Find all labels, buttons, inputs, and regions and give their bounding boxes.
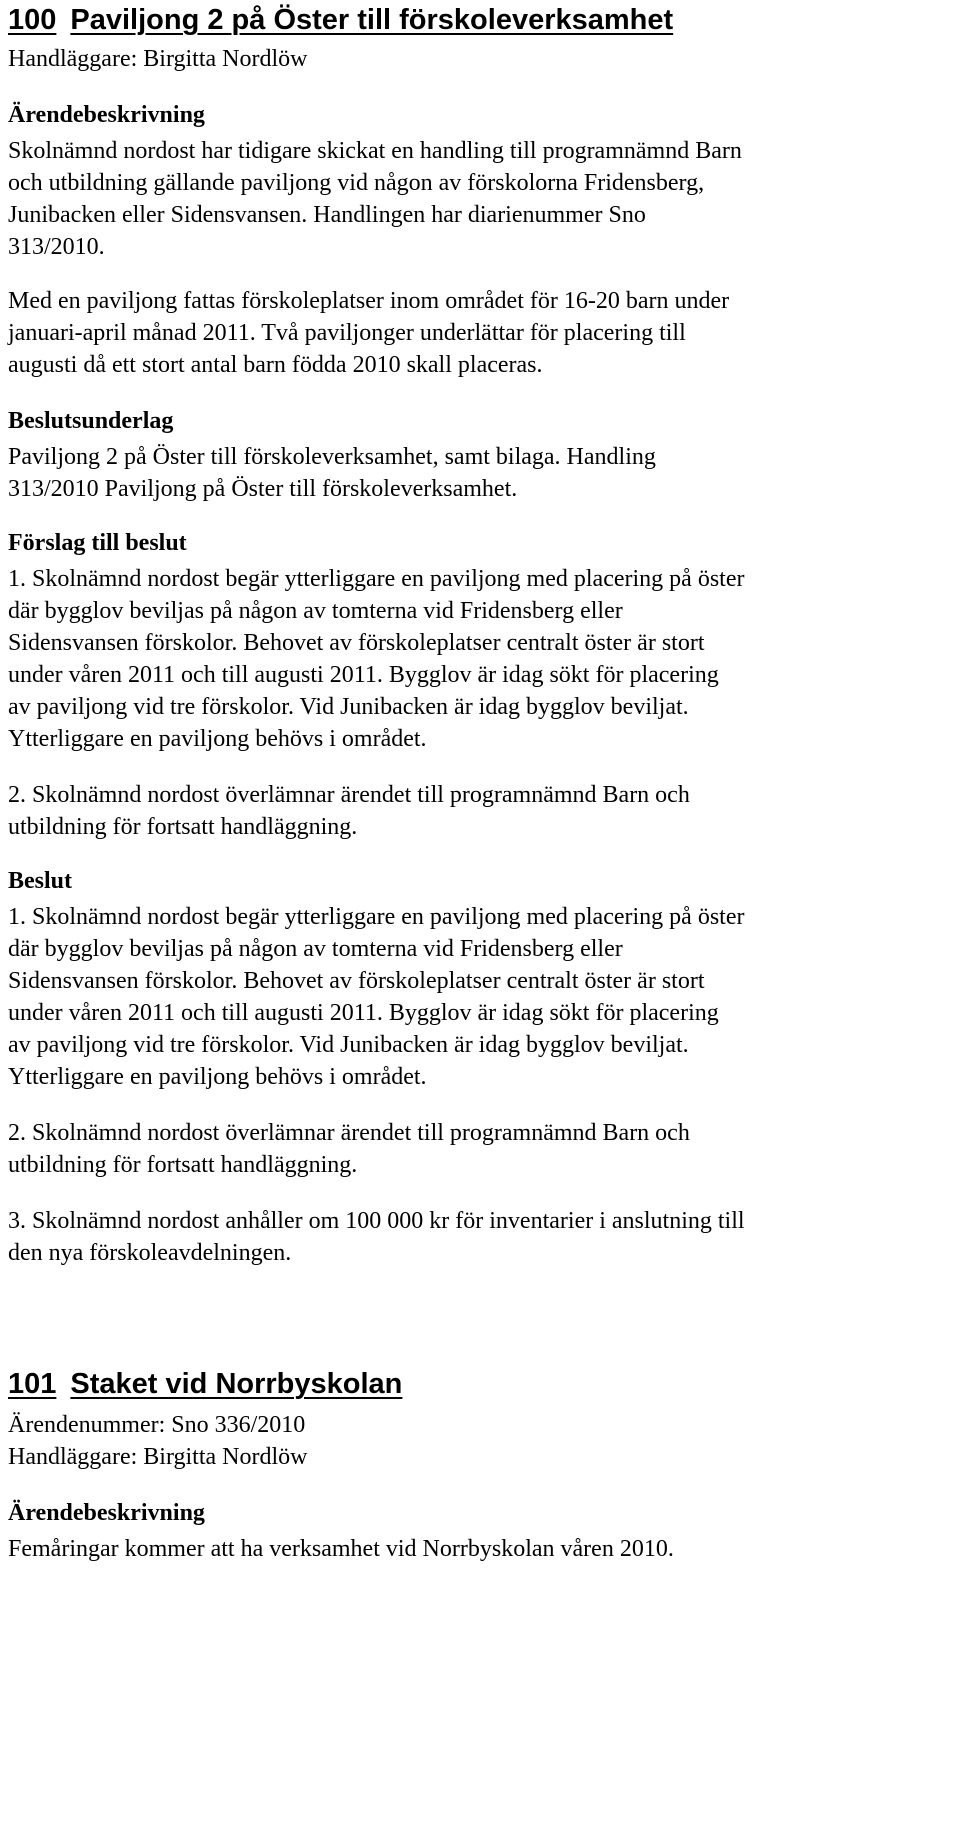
text-line: den nya förskoleavdelningen. bbox=[8, 1240, 292, 1266]
text-line: av paviljong vid tre förskolor. Vid Junibacken är idag bygglov beviljat. bbox=[8, 1032, 689, 1058]
arendebeskrivning-heading: Ärendebeskrivning bbox=[8, 102, 205, 128]
text-line: 1. Skolnämnd nordost begär ytterliggare en paviljong med placering på öster bbox=[8, 566, 745, 592]
text-line: Skolnämnd nordost har tidigare skickat en handling till programnämnd Barn bbox=[8, 138, 742, 164]
text-line: utbildning för fortsatt handläggning. bbox=[8, 814, 358, 840]
case-number: 101 bbox=[8, 1368, 57, 1400]
case-title-text: Paviljong 2 på Öster till förskoleverksamhet bbox=[70, 4, 674, 36]
text-line: Med en paviljong fattas förskoleplatser inom området för 16-20 barn under bbox=[8, 288, 730, 314]
case-number: 100 bbox=[8, 4, 57, 36]
text-line: januari-april månad 2011. Två paviljonger underlättar för placering till bbox=[8, 320, 686, 346]
text-line: av paviljong vid tre förskolor. Vid Junibacken är idag bygglov beviljat. bbox=[8, 694, 689, 720]
text-line: Ytterliggare en paviljong behövs i området. bbox=[8, 726, 427, 752]
arendebeskrivning-heading: Ärendebeskrivning bbox=[8, 1500, 205, 1526]
beslutsunderlag-heading: Beslutsunderlag bbox=[8, 408, 174, 434]
text-line: Paviljong 2 på Öster till förskoleverksamhet, samt bilaga. Handling bbox=[8, 444, 656, 470]
text-line: 3. Skolnämnd nordost anhåller om 100 000 kr för inventarier i anslutning till bbox=[8, 1208, 745, 1234]
case-100-title bbox=[8, 2, 673, 38]
forslag-heading: Förslag till beslut bbox=[8, 530, 187, 556]
text-line: Junibacken eller Sidensvansen. Handlingen har diarienummer Sno bbox=[8, 202, 646, 228]
text-line: 2. Skolnämnd nordost överlämnar ärendet till programnämnd Barn och bbox=[8, 1120, 690, 1146]
case-title-text: Staket vid Norrbyskolan bbox=[70, 1368, 403, 1400]
text-line: augusti då ett stort antal barn födda 2010 skall placeras. bbox=[8, 352, 543, 378]
beslut-heading: Beslut bbox=[8, 868, 73, 894]
arendenummer-line: Ärendenummer: Sno 336/2010 bbox=[8, 1412, 306, 1438]
text-line: 313/2010 Paviljong på Öster till förskoleverksamhet. bbox=[8, 476, 518, 502]
text-line: 2. Skolnämnd nordost överlämnar ärendet till programnämnd Barn och bbox=[8, 782, 690, 808]
text-line: och utbildning gällande paviljong vid någon av förskolorna Fridensberg, bbox=[8, 170, 705, 196]
text-line: Sidensvansen förskolor. Behovet av förskoleplatser centralt öster är stort bbox=[8, 630, 705, 656]
handlaggare-line: Handläggare: Birgitta Nordlöw bbox=[8, 1444, 308, 1470]
text-line: där bygglov beviljas på någon av tomterna vid Fridensberg eller bbox=[8, 598, 623, 624]
text-line: Femåringar kommer att ha verksamhet vid Norrbyskolan våren 2010. bbox=[8, 1536, 674, 1562]
text-line: under våren 2011 och till augusti 2011. Bygglov är idag sökt för placering bbox=[8, 1000, 719, 1026]
text-line: Sidensvansen förskolor. Behovet av förskoleplatser centralt öster är stort bbox=[8, 968, 705, 994]
text-line: under våren 2011 och till augusti 2011. Bygglov är idag sökt för placering bbox=[8, 662, 719, 688]
text-line: där bygglov beviljas på någon av tomterna vid Fridensberg eller bbox=[8, 936, 623, 962]
text-line: 1. Skolnämnd nordost begär ytterliggare en paviljong med placering på öster bbox=[8, 904, 745, 930]
text-line: utbildning för fortsatt handläggning. bbox=[8, 1152, 358, 1178]
text-line: Ytterliggare en paviljong behövs i området. bbox=[8, 1064, 427, 1090]
handlaggare-line: Handläggare: Birgitta Nordlöw bbox=[8, 46, 308, 72]
text-line: 313/2010. bbox=[8, 234, 105, 260]
case-101-title bbox=[8, 1366, 402, 1402]
